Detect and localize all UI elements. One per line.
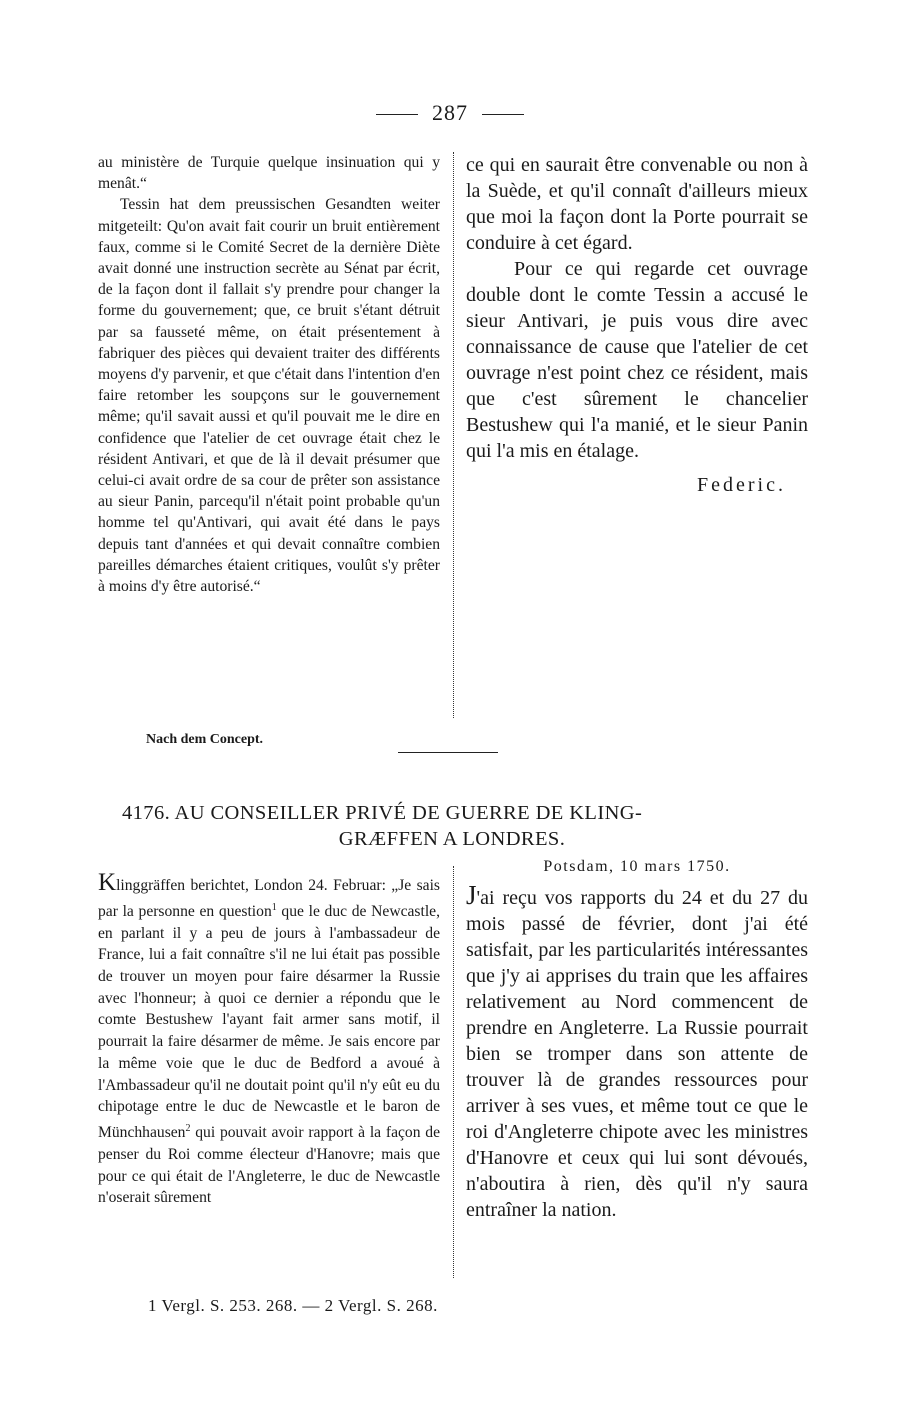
right-top-paragraph-2: Pour ce qui regarde cet ouvrage double dont le comte Tessin a accusé le sieur Antivari, je puis vous dire avec connaissance de cause que l'atelier de cet ouvrage n'est point chez ce résident, mais que c'est sûrement le chancelier Bestushew qui l'a manié, et le sieur Panin qui l'a mis en étalage.: [466, 258, 808, 462]
column-divider-bottom: [453, 866, 454, 1278]
page-number-dash-right: [482, 114, 524, 115]
signature: Federic.: [697, 474, 786, 496]
letter-heading: [96, 800, 808, 852]
column-divider-top: [453, 152, 454, 718]
right-top-paragraph-1: ce qui en saurait être convenable ou non à la Suède, et qu'il connaît d'ailleurs mieux que moi la façon dont la Porte pourrait se conduire à cet égard.: [466, 154, 808, 254]
section-separator: [398, 752, 498, 753]
page-number: 287: [432, 100, 468, 125]
report-text-3: qui pouvait avoir rapport à la façon de penser du Roi comme électeur d'Hanovre; mais que pour ce qui était de l'Angleterre, le duc de Newcastle n'oserait sûrement: [98, 1124, 440, 1207]
page-number-line: [0, 100, 900, 126]
left-column-bottom: [98, 869, 440, 1209]
report-paragraph: [98, 869, 440, 1209]
left-top-paragraph-2: Tessin hat dem preussischen Gesandten weiter mitgeteilt: Qu'on avait fait courir un bruit entièrement faux, comme si le Comité Secret de la dernière Diète avait donné une instruction secrète au Sénat par écrit, de la façon dont il fallait s'y prendre pour changer la forme du gouvernement; que, ce bruit s'étant détruit par sa fausseté même, on était présentement à fabriquer des pièces qui devaient traiter des différents moyens d'y parvenir, et que c'était dans l'intention d'en faire retomber les soupçons sur le gouvernement même; qu'il savait aussi et qu'il pouvait me le dire en confidence que l'atelier de cet ouvrage était chez le résident Antivari, et que de là il devait présumer que celui-ci avait ordre de sa cour de prêter son assistance au sieur Panin, parcequ'il n'était point probable qu'un homme tel qu'Antivari, qui avait été dans le pays depuis tant d'années et qui devait connaître combien pareilles démarches étaient critiques, voulût s'y prêter à moins d'y être autorisé.“: [98, 196, 440, 596]
page-number-dash-left: [376, 114, 418, 115]
report-initial: K: [98, 869, 117, 896]
footnotes: 1 Vergl. S. 253. 268. — 2 Vergl. S. 268.: [148, 1296, 438, 1315]
left-top-paragraph-1: au ministère de Turquie quelque insinuation qui y menât.“: [98, 154, 440, 193]
right-column-top: [466, 152, 808, 498]
concept-note: Nach dem Concept.: [146, 732, 264, 747]
footnote-ref-1: 1: [271, 901, 277, 913]
letter-initial: J: [466, 880, 477, 910]
left-column-top: [98, 152, 440, 597]
right-column-bottom: [466, 858, 808, 1223]
footnote-ref-2: 2: [185, 1122, 191, 1134]
report-text-1: linggräffen berichtet, London 24. Februar: „Je sais par la personne en question: [98, 877, 440, 920]
letter-body: [466, 882, 808, 1223]
heading-line-1: 4176. AU CONSEILLER PRIVÉ DE GUERRE DE KLING-: [122, 802, 643, 824]
letter-text: 'ai reçu vos rapports du 24 et du 27 du mois passé de février, dont j'ai été satisfait, par les particularités intéressantes que j'y ai apprises du train que les affaires relativement au Nord commencent de prendre en Angleterre. La Russie pourrait bien se tromper dans son attente de trouver là de grandes ressources pour arriver à ses vues, et même tout ce que le roi d'Angleterre chipote avec les ministres d'Hanovre et ceux qui lui sont dévoués, n'aboutira à rien, dès qu'il n'y saura entraîner la nation.: [466, 887, 808, 1221]
letter-date: Potsdam, 10 mars 1750.: [543, 858, 731, 875]
heading-line-2: GRÆFFEN A LONDRES.: [338, 828, 566, 850]
report-text-2: que le duc de Newcastle, en parlant il y a peu de jours à l'ambassadeur de France, lui a fait connaître s'il ne lui était pas possible de trouver un moyen pour faire désarmer la Russie avec l'honneur; à quoi ce dernier a répondu que le comte Bestushew l'ayant fait armer sans motif, il pourrait la faire désarmer de même. Je sais encore par la même voie que le duc de Bedford a avoué à l'Ambassadeur qu'il ne doutait point qu'il n'y eût eu du chipotage entre le duc de Newcastle et le baron de Münchhausen: [98, 902, 440, 1142]
